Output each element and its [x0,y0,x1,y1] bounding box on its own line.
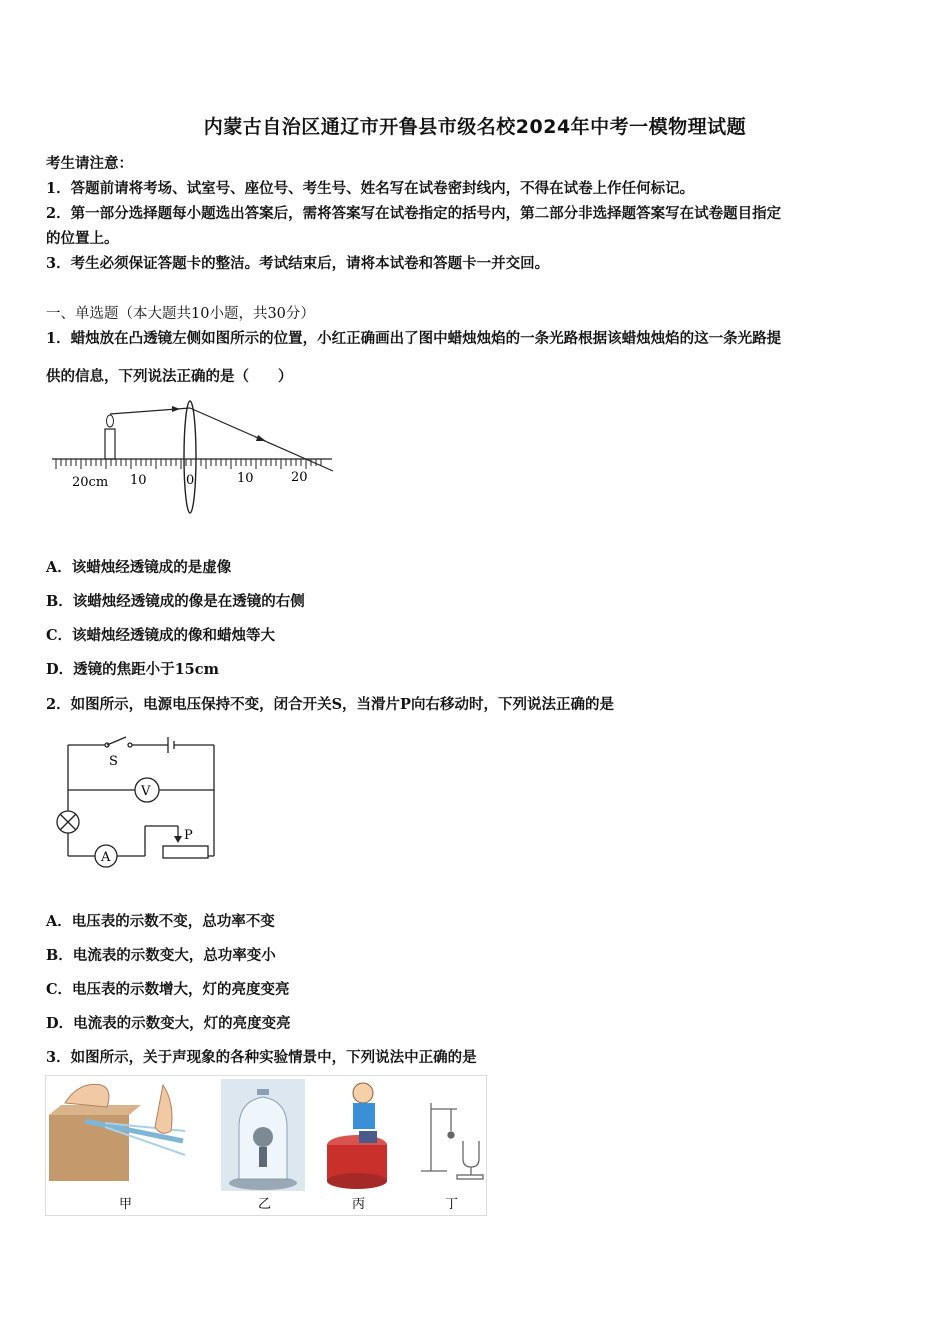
q2-option-a: A．电压表的示数不变，总功率不变 [46,913,275,930]
ruler-label-20cm: 20cm [72,475,109,490]
q2-option-c: C．电压表的示数增大，灯的亮度变亮 [46,981,290,998]
q3-sound-figure [45,1075,487,1217]
notice-heading: 考生请注意： [46,155,133,172]
ruler-label-20: 20 [291,470,308,485]
panel-bing-drum [327,1079,391,1191]
q1-stem-line2: 供的信息，下列说法正确的是（ ） [46,368,293,385]
voltmeter-label: V [141,784,151,799]
q3-stem: 3．如图所示，关于声现象的各种实验情景中，下列说法中正确的是 [46,1049,477,1066]
ruler-label-10-left: 10 [130,473,147,488]
notice-item-1: 1．答题前请将考场、试室号、座位号、考生号、姓名写在试卷密封线内，不得在试卷上作任何标记。 [46,180,695,197]
q1-option-b: B．该蜡烛经透镜成的像是在透镜的右侧 [46,593,305,610]
ruler-ticks [56,459,321,469]
q1-option-a: A．该蜡烛经透镜成的是虚像 [46,559,232,576]
ruler-label-0: 0 [186,473,195,488]
notice-item-2: 2．第一部分选择题每小题选出答案后，需将答案写在试卷指定的括号内，第二部分非选择题答案写在试卷题目指定 [46,205,782,222]
q2-stem: 2．如图所示，电源电压保持不变，闭合开关S，当滑片P向右移动时，下列说法正确的是 [46,696,614,713]
switch-label: S [109,754,118,769]
convex-lens [184,401,196,513]
q1-lens-figure [48,395,348,525]
candle [105,429,115,459]
slider-label: P [184,828,193,843]
q1-stem-line1: 1．蜡烛放在凸透镜左侧如图所示的位置，小红正确画出了图中蜡烛烛焰的一条光路根据该蜡烛烛焰的这一条光路提 [46,330,782,347]
section-heading: 一、单选题（本大题共10小题，共30分） [46,306,315,322]
panel-yi-bell-jar [221,1079,305,1191]
ruler-label-10-right: 10 [237,471,254,486]
caption-jia: 甲 [119,1197,133,1212]
q2-option-b: B．电流表的示数变大，总功率变小 [46,947,276,964]
ammeter-label: A [101,850,111,865]
caption-ding: 丁 [445,1197,459,1212]
q2-option-d: D．电流表的示数变大，灯的亮度变亮 [46,1015,291,1032]
q1-option-c: C．该蜡烛经透镜成的像和蜡烛等大 [46,627,276,644]
q1-option-d: D．透镜的焦距小于15cm [46,661,219,678]
notice-item-3: 3．考生必须保证答题卡的整洁。考试结束后，请将本试卷和答题卡一并交回。 [46,255,550,272]
caption-bing: 丙 [352,1197,366,1212]
notice-item-2-cont: 的位置上。 [46,230,119,247]
rheostat [163,846,208,858]
caption-yi: 乙 [258,1197,272,1212]
candle-flame [107,415,114,427]
q2-circuit-figure [50,733,225,873]
page-title: 内蒙古自治区通辽市开鲁县市级名校2024年中考一模物理试题 [203,116,747,138]
